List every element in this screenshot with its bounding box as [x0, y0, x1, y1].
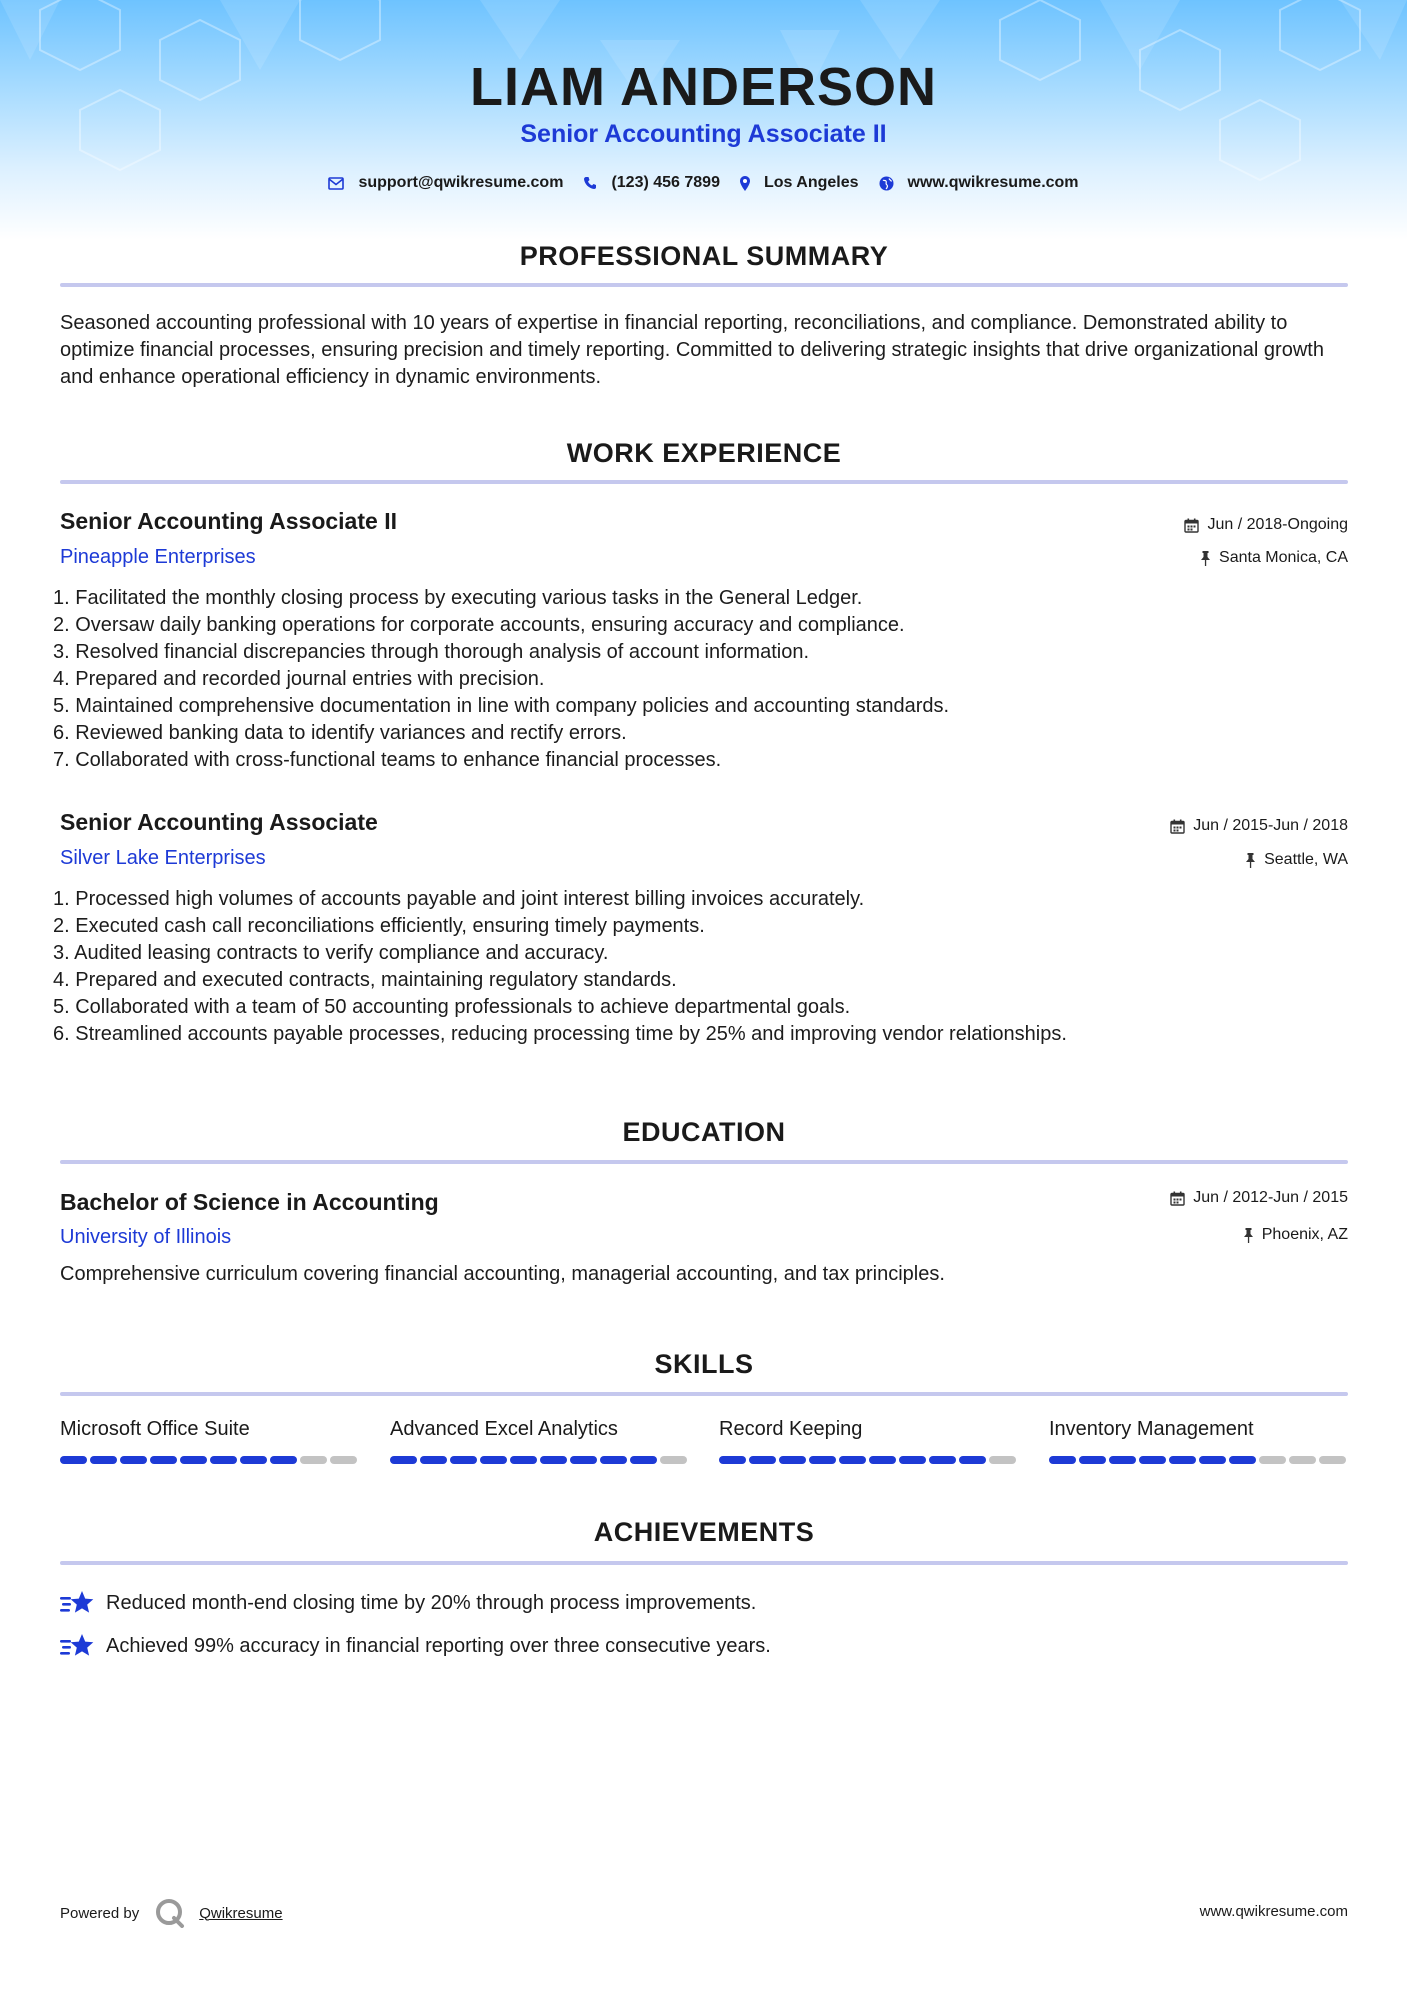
list-item: 4. Prepared and recorded journal entries with precision. — [53, 668, 545, 690]
education-divider — [60, 1160, 1348, 1164]
skill-level-bar — [719, 1456, 1019, 1464]
skill-segment-filled — [150, 1456, 177, 1464]
skill-segment-filled — [60, 1456, 87, 1464]
achievements-divider — [60, 1561, 1348, 1565]
globe-icon — [879, 176, 894, 191]
pushpin-icon — [1200, 551, 1211, 566]
skills-divider — [60, 1392, 1348, 1396]
contact-email[interactable] — [328, 174, 563, 192]
skill-segment-filled — [390, 1456, 417, 1464]
education-description: Comprehensive curriculum covering financial accounting, managerial accounting, and tax principles. — [60, 1263, 945, 1285]
list-item: 6. Streamlined accounts payable processes, reducing processing time by 25% and improving vendor relationships. — [53, 1023, 1067, 1045]
skill-level-bar — [1049, 1456, 1349, 1464]
list-item: 3. Audited leasing contracts to verify compliance and accuracy. — [53, 942, 609, 964]
footer-brand-link[interactable]: Qwikresume — [199, 1904, 283, 1922]
skill-name: Microsoft Office Suite — [60, 1418, 250, 1440]
skill-segment-filled — [1109, 1456, 1136, 1464]
skill-segment-filled — [180, 1456, 207, 1464]
job-title: Senior Accounting Associate — [60, 809, 378, 835]
shooting-star-icon — [60, 1632, 94, 1660]
contact-phone[interactable] — [583, 174, 720, 192]
qwikresume-logo-icon — [155, 1898, 185, 1928]
skill-segment-empty — [1259, 1456, 1286, 1464]
skill-level-bar — [390, 1456, 690, 1464]
skill-segment-empty — [330, 1456, 357, 1464]
achievement-item — [60, 1589, 756, 1617]
contact-location — [740, 174, 859, 192]
skill-name: Record Keeping — [719, 1418, 863, 1440]
skill-segment-filled — [779, 1456, 806, 1464]
list-item: 7. Collaborated with cross-functional teams to enhance financial processes. — [53, 749, 722, 771]
job-location — [1245, 851, 1348, 869]
summary-text: Seasoned accounting professional with 10 years of expertise in financial reporting, reconciliations, and compliance. Demonstrated ability to optimize financial processes, ensuring precision and timely reporting. Committed to delivering strategic insights that drive organizational growth and enhance operational efficiency in dynamic environments. — [60, 312, 1324, 388]
list-item: 4. Prepared and executed contracts, maintaining regulatory standards. — [53, 969, 677, 991]
list-item: 1. Processed high volumes of accounts payable and joint interest billing invoices accurately. — [53, 888, 865, 910]
education-school: University of Illinois — [60, 1226, 232, 1248]
skill-segment-filled — [869, 1456, 896, 1464]
list-item: 6. Reviewed banking data to identify variances and rectify errors. — [53, 722, 627, 744]
shooting-star-icon — [60, 1589, 94, 1617]
skill-segment-empty — [1319, 1456, 1346, 1464]
achievement-text: Achieved 99% accuracy in financial reporting over three consecutive years. — [106, 1634, 771, 1657]
contact-phone-text: (123) 456 7899 — [611, 174, 720, 191]
skill-segment-filled — [749, 1456, 776, 1464]
skills-heading: SKILLS — [654, 1349, 754, 1379]
skill-segment-filled — [1199, 1456, 1226, 1464]
skill-segment-filled — [570, 1456, 597, 1464]
job-bullets — [53, 585, 949, 774]
skill-item — [1049, 1418, 1349, 1441]
job-bullets — [53, 886, 1067, 1048]
list-item: 2. Executed cash call reconciliations efficiently, ensuring timely payments. — [53, 915, 705, 937]
job-location-text: Seattle, WA — [1264, 851, 1348, 868]
skill-segment-filled — [929, 1456, 956, 1464]
skill-item — [390, 1418, 690, 1441]
powered-by-label: Powered by — [60, 1904, 140, 1922]
skill-segment-filled — [719, 1456, 746, 1464]
calendar-icon — [1170, 1191, 1185, 1206]
calendar-icon — [1184, 518, 1199, 533]
calendar-icon — [1170, 819, 1185, 834]
skill-segment-filled — [600, 1456, 627, 1464]
job-dates-text: Jun / 2018-Ongoing — [1207, 516, 1348, 533]
skill-segment-filled — [959, 1456, 986, 1464]
list-item: 5. Collaborated with a team of 50 accounting professionals to achieve departmental goals. — [53, 996, 851, 1018]
education-location — [1243, 1226, 1348, 1244]
skill-segment-filled — [1169, 1456, 1196, 1464]
experience-heading: WORK EXPERIENCE — [566, 438, 842, 468]
list-item: 3. Resolved financial discrepancies through thorough analysis of account information. — [53, 641, 809, 663]
skill-segment-filled — [120, 1456, 147, 1464]
skill-segment-empty — [989, 1456, 1016, 1464]
education-location-text: Phoenix, AZ — [1261, 1226, 1348, 1243]
skill-segment-filled — [510, 1456, 537, 1464]
contact-website[interactable] — [879, 174, 1079, 192]
experience-divider — [60, 480, 1348, 484]
job-dates — [1184, 516, 1348, 534]
skill-level-bar — [60, 1456, 360, 1464]
list-item: 2. Oversaw daily banking operations for corporate accounts, ensuring accuracy and compliance. — [53, 614, 905, 636]
list-item: 5. Maintained comprehensive documentation in line with company policies and accounting standards. — [53, 695, 950, 717]
contact-email-text: support@qwikresume.com — [358, 174, 564, 191]
pushpin-icon — [1245, 853, 1256, 868]
footer-powered-by — [60, 1898, 283, 1928]
skill-segment-filled — [210, 1456, 237, 1464]
list-item: 1. Facilitated the monthly closing process by executing various tasks in the General Ledger. — [53, 587, 863, 609]
education-dates-text: Jun / 2012-Jun / 2015 — [1193, 1189, 1348, 1206]
job-location — [1200, 549, 1348, 567]
skill-segment-filled — [1049, 1456, 1076, 1464]
job-dates — [1170, 817, 1348, 835]
envelope-icon — [328, 177, 344, 190]
skill-segment-empty — [660, 1456, 687, 1464]
skill-segment-filled — [420, 1456, 447, 1464]
achievement-item — [60, 1632, 771, 1660]
skill-segment-empty — [300, 1456, 327, 1464]
skill-segment-filled — [540, 1456, 567, 1464]
skill-segment-filled — [809, 1456, 836, 1464]
education-heading: EDUCATION — [622, 1117, 786, 1147]
job-dates-text: Jun / 2015-Jun / 2018 — [1193, 817, 1348, 834]
contact-location-text: Los Angeles — [763, 174, 859, 191]
skill-item — [719, 1418, 1019, 1441]
achievements-heading: ACHIEVEMENTS — [593, 1517, 815, 1547]
skill-segment-filled — [90, 1456, 117, 1464]
skill-segment-filled — [450, 1456, 477, 1464]
skill-segment-filled — [1229, 1456, 1256, 1464]
achievement-text: Reduced month-end closing time by 20% through process improvements. — [106, 1591, 757, 1614]
map-pin-icon — [740, 176, 750, 191]
job-location-text: Santa Monica, CA — [1219, 549, 1348, 566]
skill-item — [60, 1418, 360, 1441]
contact-website-text: www.qwikresume.com — [907, 174, 1079, 191]
skill-name: Inventory Management — [1049, 1418, 1254, 1440]
contact-bar — [0, 174, 1407, 192]
footer-website[interactable]: www.qwikresume.com — [1199, 1903, 1348, 1920]
job-company: Silver Lake Enterprises — [60, 847, 266, 869]
skill-segment-filled — [1079, 1456, 1106, 1464]
summary-divider — [60, 283, 1348, 287]
skill-segment-filled — [1139, 1456, 1166, 1464]
skill-segment-filled — [839, 1456, 866, 1464]
skill-segment-empty — [1289, 1456, 1316, 1464]
skill-name: Advanced Excel Analytics — [390, 1418, 618, 1440]
candidate-role: Senior Accounting Associate II — [520, 120, 887, 148]
education-degree: Bachelor of Science in Accounting — [60, 1189, 439, 1215]
candidate-name: LIAM ANDERSON — [470, 57, 937, 117]
skill-segment-filled — [899, 1456, 926, 1464]
summary-heading: PROFESSIONAL SUMMARY — [519, 241, 889, 271]
phone-icon — [583, 176, 597, 190]
skill-segment-filled — [480, 1456, 507, 1464]
education-dates — [1170, 1189, 1348, 1207]
pushpin-icon — [1243, 1228, 1254, 1243]
skill-segment-filled — [270, 1456, 297, 1464]
job-title: Senior Accounting Associate II — [60, 508, 397, 534]
skill-segment-filled — [630, 1456, 657, 1464]
job-company: Pineapple Enterprises — [60, 546, 256, 568]
skill-segment-filled — [240, 1456, 267, 1464]
